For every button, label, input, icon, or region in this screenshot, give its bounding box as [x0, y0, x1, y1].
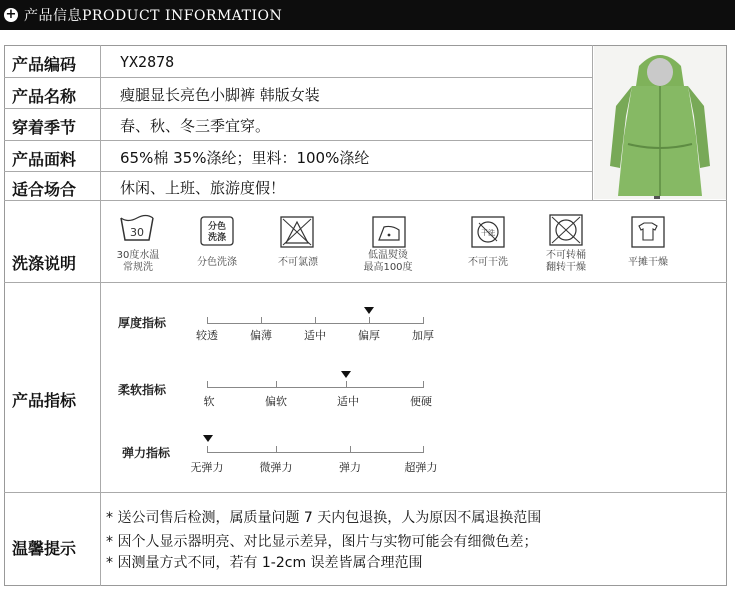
no-dryclean-icon — [471, 216, 505, 252]
svg-text:洗涤: 洗涤 — [207, 233, 227, 243]
softness-indicator-name: 柔软指标 — [118, 383, 167, 397]
elasticity-scale — [207, 452, 424, 453]
wash-label: 洗涤说明 — [12, 254, 77, 273]
no-bleach-caption: 不可氯漂 — [278, 257, 318, 268]
softness-tick-label: 适中 — [337, 395, 359, 408]
svg-text:30: 30 — [130, 226, 144, 239]
row-label-season: 穿着季节 — [12, 118, 77, 137]
svg-text:分色: 分色 — [207, 222, 227, 232]
photo-divider — [592, 45, 593, 200]
thickness-tick-label: 偏薄 — [250, 329, 272, 342]
softness-scale — [207, 387, 424, 388]
scale-tick — [207, 381, 208, 387]
row-divider — [4, 492, 727, 493]
indicators-label: 产品指标 — [12, 391, 77, 410]
elasticity-tick-label: 微弹力 — [259, 461, 293, 474]
row-divider — [4, 282, 727, 283]
no-tumble-caption: 不可转桶 翻转干燥 — [546, 250, 586, 273]
row-label-name: 产品名称 — [12, 87, 77, 106]
thickness-tick-label: 较透 — [196, 329, 218, 342]
row-value-code: YX2878 — [120, 53, 175, 71]
elasticity-tick-label: 超弹力 — [404, 461, 438, 474]
scale-tick — [369, 317, 370, 323]
row-label-occasion: 适合场合 — [12, 180, 77, 199]
scale-tick — [423, 446, 424, 452]
row-value-name: 瘦腿显长亮色小脚裤 韩版女装 — [120, 86, 320, 104]
no-dryclean-caption: 不可干洗 — [468, 257, 508, 268]
row-value-fabric: 65%棉 35%涤纶；里料：100%涤纶 — [120, 149, 370, 167]
softness-tick-label: 偏软 — [265, 395, 287, 408]
softness-marker — [341, 371, 351, 378]
scale-tick — [207, 446, 208, 452]
scale-tick — [207, 317, 208, 323]
column-divider — [100, 45, 101, 586]
flat-dry-icon — [631, 216, 665, 252]
flat-dry-caption: 平摊干燥 — [628, 257, 668, 268]
wash-30-caption: 30度水温 常规洗 — [116, 250, 160, 273]
scale-tick — [315, 317, 316, 323]
scale-tick — [423, 317, 424, 323]
scale-tick — [276, 446, 277, 452]
thickness-tick-label: 加厚 — [412, 329, 434, 342]
green-jacket-icon — [594, 46, 726, 199]
thickness-indicator-name: 厚度指标 — [118, 316, 167, 330]
elasticity-tick-label: 弹力 — [339, 461, 361, 474]
thickness-marker — [364, 307, 374, 314]
row-label-fabric: 产品面料 — [12, 150, 77, 169]
scale-tick — [261, 317, 262, 323]
low-iron-icon — [372, 216, 406, 252]
tip-line: * 因个人显示器明亮、对比显示差异，图片与实物可能会有细微色差； — [106, 534, 538, 550]
row-value-occasion: 休闲、上班、旅游度假！ — [120, 179, 286, 197]
row-label-code: 产品编码 — [12, 55, 77, 74]
row-divider — [4, 140, 592, 141]
low-iron-caption: 低温熨烫 最高100度 — [363, 250, 413, 273]
tip-line: * 送公司售后检测，属质量问题 7 天内包退换，人为原因不属退换范围 — [106, 510, 542, 526]
section-header — [0, 0, 735, 30]
product-photo — [594, 46, 726, 199]
row-divider — [4, 77, 592, 78]
thickness-tick-label: 偏厚 — [358, 329, 380, 342]
tip-line: * 因测量方式不同，若有 1-2cm 误差皆属合理范围 — [106, 555, 423, 571]
scale-tick — [350, 446, 351, 452]
section-title: 产品信息PRODUCT INFORMATION — [24, 8, 283, 24]
scale-tick — [276, 381, 277, 387]
row-value-season: 春、秋、冬三季宜穿。 — [120, 117, 271, 135]
elasticity-marker — [203, 435, 213, 442]
elasticity-tick-label: 无弹力 — [190, 461, 224, 474]
plus-circle-icon: + — [5, 7, 17, 22]
row-divider — [4, 108, 592, 109]
softness-tick-label: 软 — [203, 395, 215, 408]
wash-30-icon — [118, 214, 156, 248]
scale-tick — [346, 381, 347, 387]
no-tumble-icon — [549, 214, 583, 250]
svg-text:干洗: 干洗 — [481, 229, 495, 237]
elasticity-indicator-name: 弹力指标 — [122, 446, 171, 460]
row-divider — [4, 200, 727, 201]
row-divider — [4, 171, 592, 172]
color-wash-icon — [200, 216, 234, 250]
color-wash-caption: 分色洗涤 — [197, 257, 237, 268]
scale-tick — [423, 381, 424, 387]
no-bleach-icon — [280, 216, 314, 252]
tips-label: 温馨提示 — [12, 539, 77, 558]
thickness-scale — [207, 323, 424, 324]
softness-tick-label: 便硬 — [410, 395, 432, 408]
thickness-tick-label: 适中 — [304, 329, 326, 342]
